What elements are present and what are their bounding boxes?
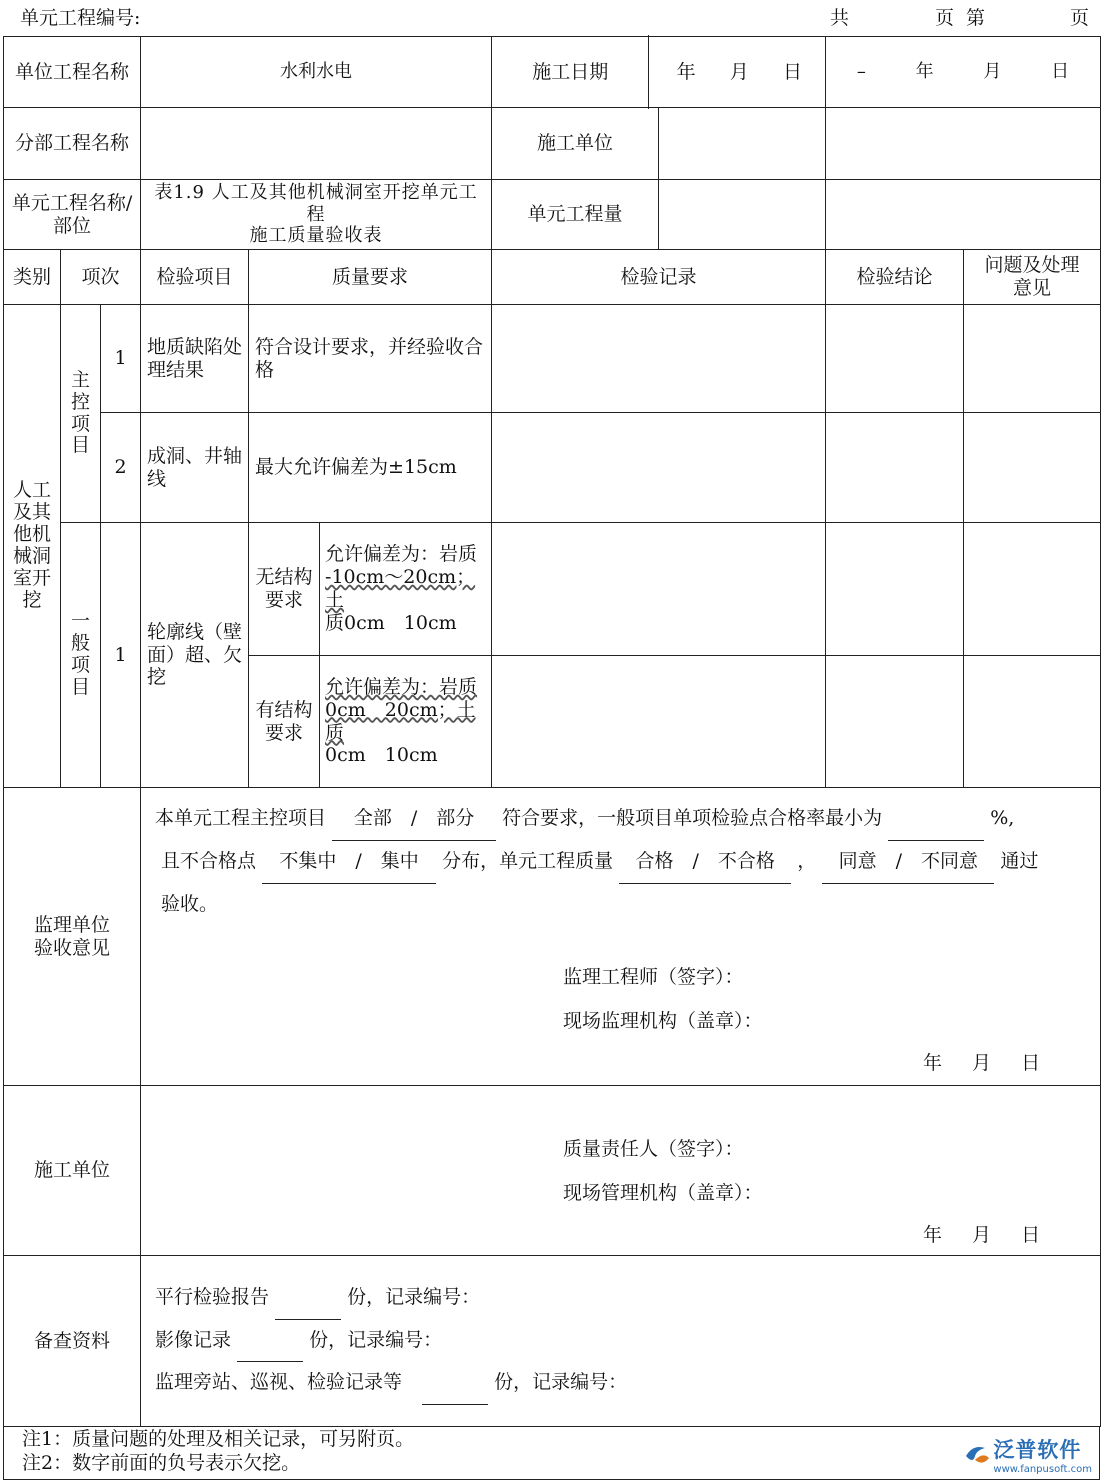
row1-result[interactable] (826, 305, 964, 413)
sub2-result[interactable] (826, 656, 964, 788)
construction-date-label: 施工日期 年 月 日 (492, 37, 826, 108)
construction-opinion (141, 1086, 1101, 1256)
supervision-org-seal[interactable]: 现场监理机构（盖章）： (563, 1010, 763, 1032)
unit-quantity-value[interactable] (659, 180, 825, 249)
logo-text: 泛普软件 (993, 1438, 1082, 1462)
sub1-issues[interactable] (964, 523, 1101, 656)
row2-no: 2 (101, 413, 141, 523)
row1-issues[interactable] (964, 305, 1101, 413)
page-unit2-label: 页 (1070, 7, 1090, 29)
page-unit-label: 页 (935, 7, 955, 29)
general-label: 一般项目 (70, 610, 90, 698)
supervision-engineer-sign[interactable]: 监理工程师（签字）： (563, 966, 744, 988)
sub-project-name-label: 分部工程名称 (4, 108, 141, 180)
row1-item: 地质缺陷处理结果 (141, 305, 249, 413)
sub2-record[interactable] (492, 656, 826, 788)
category-value: 人工及其他机械洞室开挖 (12, 479, 51, 611)
col-check-result: 检验结论 (826, 250, 964, 305)
construction-unit-value-end[interactable] (826, 108, 1101, 180)
sub1-result[interactable] (826, 523, 964, 656)
page-no-label: 第 (966, 7, 986, 29)
row2-issues[interactable] (964, 413, 1101, 523)
general-row-item: 轮廓线（壁面）超、欠挖 (141, 523, 249, 788)
sub1-record[interactable] (492, 523, 826, 656)
row2-req: 最大允许偏差为±15cm (249, 413, 492, 523)
col-check-record: 检验记录 (492, 250, 826, 305)
note-2: 注2：数字前面的负号表示欠挖。 (22, 1451, 301, 1474)
col-category: 类别 (4, 250, 61, 305)
unit-name-label: 单元工程名称/部位 (4, 180, 141, 250)
fanpu-logo-icon (963, 1442, 991, 1468)
row1-no: 1 (101, 305, 141, 413)
unit-project-name-value[interactable]: 水利水电 (141, 37, 492, 108)
unit-number-label: 单元工程编号: (20, 7, 141, 29)
reference-content: 平行检验报告 份，记录编号： 影像记录 份，记录编号： 监理旁站、巡视、检验记录等 份，记录编号： (141, 1256, 1101, 1427)
construction-unit-cell (492, 108, 826, 180)
row1-record[interactable] (492, 305, 826, 413)
row2-record[interactable] (492, 413, 826, 523)
note-1: 注1：质量问题的处理及相关记录，可另附页。 (22, 1428, 415, 1450)
sub-project-name-value[interactable] (141, 108, 492, 180)
row2-result[interactable] (826, 413, 964, 523)
unit-name-value: 表1.9 人工及其他机械洞室开挖单元工程 施工质量验收表 (141, 180, 492, 250)
sub1-label: 无结构要求 (249, 523, 320, 656)
sub1-req: 允许偏差为：岩质 -10cm～20cm；土 质0cm 10cm (320, 523, 492, 656)
category-cell (4, 305, 61, 788)
acceptance-form-table (3, 36, 1101, 1427)
option-all-partial[interactable]: 全部 / 部分 (332, 798, 496, 841)
pass-rate-field[interactable] (888, 798, 984, 841)
col-check-item: 检验项目 (141, 250, 249, 305)
construction-label: 施工单位 (4, 1086, 141, 1256)
row2-item: 成洞、井轴线 (141, 413, 249, 523)
row1-req: 符合设计要求，并经验收合格 (249, 305, 492, 413)
unit-quantity-label: 单元工程量 (492, 180, 659, 249)
parallel-report-count[interactable] (275, 1277, 341, 1320)
reference-label: 备查资料 (4, 1256, 141, 1427)
construction-date[interactable]: 年 月 日 (923, 1224, 1041, 1246)
unit-project-name-label: 单位工程名称 (4, 37, 141, 108)
logo-url: www.fanpusoft.com (993, 1464, 1092, 1475)
main-control-label: 主控项目 (70, 368, 90, 457)
general-label-cell (61, 523, 101, 788)
main-control-label-cell (61, 305, 101, 523)
inspection-record-count[interactable] (422, 1362, 488, 1405)
quality-person-sign[interactable]: 质量责任人（签字）： (563, 1138, 744, 1160)
option-agree[interactable]: 同意 / 不同意 (822, 841, 994, 884)
sub2-req: 允许偏差为：岩质 0cm 20cm；土质 0cm 10cm (320, 656, 492, 788)
sub2-issues[interactable] (964, 656, 1101, 788)
option-concentration[interactable]: 不集中 / 集中 (262, 841, 436, 884)
construction-unit-value[interactable] (659, 108, 825, 179)
col-item-no: 项次 (61, 250, 141, 305)
page-total-label: 共 (830, 7, 850, 29)
general-row-no: 1 (101, 523, 141, 788)
supervision-opinion: 本单元工程主控项目 全部 / 部分 符合要求，一般项目单项检验点合格率最小为 %, 且不合格点 不集中 / 集中 分布，单元工程质量 合格 / 不合格 ， 同意 / 不同意 通过 验收。 监理工程师（签字）： 现场监理机构（盖章）： 年 月 日 (141, 788, 1101, 1086)
col-quality-req: 质量要求 (249, 250, 492, 305)
unit-quantity-cell (492, 180, 826, 250)
image-record-count[interactable] (237, 1320, 303, 1363)
unit-quantity-value-end[interactable] (826, 180, 1101, 250)
col-issues: 问题及处理 意见 (964, 250, 1101, 305)
supervision-label: 监理单位 验收意见 (4, 788, 141, 1086)
construction-date-value-end[interactable]: – 年 月 日 (826, 37, 1101, 108)
sub2-label: 有结构要求 (249, 656, 320, 788)
supervision-date[interactable]: 年 月 日 (923, 1052, 1041, 1074)
notes-box (3, 1426, 1100, 1480)
option-quality[interactable]: 合格 / 不合格 (619, 841, 791, 884)
construction-unit-label: 施工单位 (492, 108, 659, 179)
construction-org-seal[interactable]: 现场管理机构（盖章）： (563, 1182, 763, 1204)
construction-date-value[interactable]: 年 月 日 (676, 60, 802, 83)
fanpu-logo (963, 1434, 1092, 1475)
